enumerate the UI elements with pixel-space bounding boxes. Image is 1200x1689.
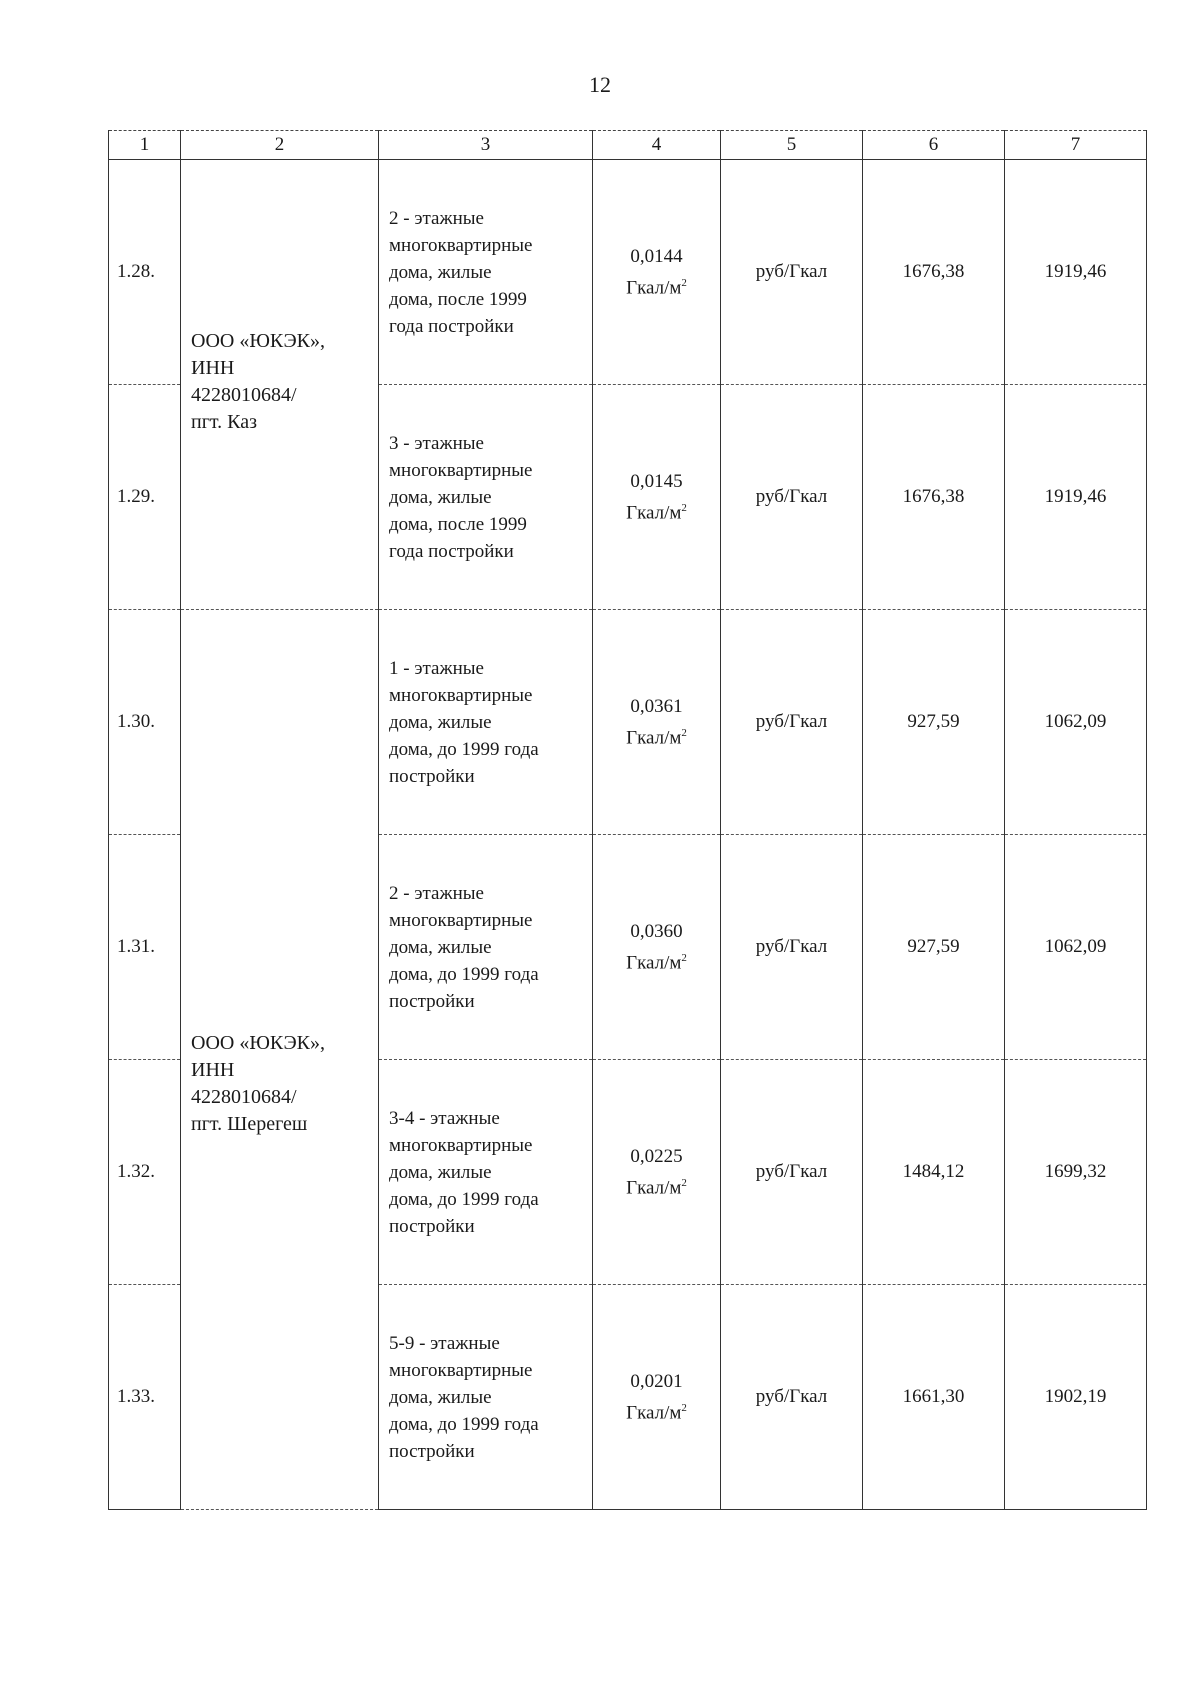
description-line: дома, до 1999 года xyxy=(389,738,539,760)
price-vat-cell: 1902,19 xyxy=(1005,1285,1147,1510)
description-line: дома, жилые xyxy=(389,486,492,508)
description-line: многоквартирные xyxy=(389,684,533,706)
description-line: дома, до 1999 года xyxy=(389,963,539,985)
norm-unit-exponent: 2 xyxy=(681,1401,687,1414)
description-line: постройки xyxy=(389,990,475,1012)
header-cell: 3 xyxy=(379,131,593,160)
price-vat-cell: 1919,46 xyxy=(1005,385,1147,610)
row-number-cell: 1.30. xyxy=(109,610,181,835)
norm-value: 0,0361 xyxy=(630,695,683,717)
norm-unit-line xyxy=(593,945,720,976)
description-line: 5-9 - этажные xyxy=(389,1332,500,1354)
price-no-vat-cell: 927,59 xyxy=(863,610,1005,835)
norm-value: 0,0201 xyxy=(630,1370,683,1392)
norm-value: 0,0360 xyxy=(630,920,683,942)
description-line: дома, до 1999 года xyxy=(389,1413,539,1435)
description-line: 2 - этажные xyxy=(389,207,484,229)
norm-unit: Гкал/м xyxy=(626,1402,682,1424)
description-line: постройки xyxy=(389,1440,475,1462)
price-vat-cell: 1699,32 xyxy=(1005,1060,1147,1285)
description-line: многоквартирные xyxy=(389,1134,533,1156)
description-line: 3 - этажные xyxy=(389,432,484,454)
unit-cell: руб/Гкал xyxy=(721,1285,863,1510)
header-row xyxy=(109,131,1147,160)
description-line: многоквартирные xyxy=(389,234,533,256)
norm-unit-line xyxy=(593,270,720,301)
price-no-vat-cell: 1661,30 xyxy=(863,1285,1005,1510)
organization-place: пгт. Каз xyxy=(191,411,257,433)
norm-unit: Гкал/м xyxy=(626,277,682,299)
norm-unit-exponent: 2 xyxy=(681,276,687,289)
norm-unit-exponent: 2 xyxy=(681,726,687,739)
row-number-cell: 1.33. xyxy=(109,1285,181,1510)
norm-unit-line xyxy=(593,495,720,526)
price-no-vat-cell: 1676,38 xyxy=(863,160,1005,385)
organization-inn: 4228010684/ xyxy=(191,1086,297,1108)
price-no-vat-cell: 1484,12 xyxy=(863,1060,1005,1285)
organization-inn: 4228010684/ xyxy=(191,384,297,406)
description-cell xyxy=(379,610,593,835)
price-vat-cell: 1062,09 xyxy=(1005,610,1147,835)
row-number-cell: 1.32. xyxy=(109,1060,181,1285)
norm-unit: Гкал/м xyxy=(626,1177,682,1199)
norm-unit-line xyxy=(593,1395,720,1426)
row-number-cell: 1.31. xyxy=(109,835,181,1060)
description-line: дома, после 1999 xyxy=(389,288,527,310)
description-line: 2 - этажные xyxy=(389,882,484,904)
unit-cell: руб/Гкал xyxy=(721,835,863,1060)
norm-cell xyxy=(593,385,721,610)
description-cell xyxy=(379,160,593,385)
price-vat-cell: 1062,09 xyxy=(1005,835,1147,1060)
description-line: многоквартирные xyxy=(389,459,533,481)
page-number: 12 xyxy=(589,72,611,97)
norm-cell xyxy=(593,1285,721,1510)
organization-name: ООО «ЮКЭК», xyxy=(191,1032,326,1054)
norm-cell xyxy=(593,160,721,385)
norm-unit-exponent: 2 xyxy=(681,951,687,964)
header-cell: 7 xyxy=(1005,131,1147,160)
price-no-vat-cell: 927,59 xyxy=(863,835,1005,1060)
norm-unit-exponent: 2 xyxy=(681,1176,687,1189)
organization-inn-label: ИНН xyxy=(191,1059,235,1081)
norm-cell xyxy=(593,1060,721,1285)
organization-inn-label: ИНН xyxy=(191,357,235,379)
norm-unit: Гкал/м xyxy=(626,952,682,974)
norm-unit-line xyxy=(593,1170,720,1201)
header-cell: 5 xyxy=(721,131,863,160)
table-row xyxy=(109,610,1147,835)
header-cell: 4 xyxy=(593,131,721,160)
header-cell: 1 xyxy=(109,131,181,160)
description-line: дома, жилые xyxy=(389,711,492,733)
norm-value: 0,0144 xyxy=(630,245,683,267)
norm-unit: Гкал/м xyxy=(626,727,682,749)
description-line: дома, после 1999 xyxy=(389,513,527,535)
description-line: дома, жилые xyxy=(389,936,492,958)
unit-cell: руб/Гкал xyxy=(721,1060,863,1285)
norm-cell xyxy=(593,610,721,835)
norm-value: 0,0225 xyxy=(630,1145,683,1167)
description-line: постройки xyxy=(389,1215,475,1237)
organization-cell xyxy=(181,610,379,1510)
description-line: года постройки xyxy=(389,540,514,562)
tariff-table xyxy=(108,130,1147,1510)
description-line: дома, жилые xyxy=(389,1386,492,1408)
header-cell: 6 xyxy=(863,131,1005,160)
organization-cell xyxy=(181,160,379,610)
norm-cell xyxy=(593,835,721,1060)
description-cell xyxy=(379,1285,593,1510)
norm-unit-exponent: 2 xyxy=(681,501,687,514)
unit-cell: руб/Гкал xyxy=(721,610,863,835)
description-line: постройки xyxy=(389,765,475,787)
description-cell xyxy=(379,835,593,1060)
description-cell xyxy=(379,385,593,610)
row-number-cell: 1.29. xyxy=(109,385,181,610)
header-cell: 2 xyxy=(181,131,379,160)
description-line: 3-4 - этажные xyxy=(389,1107,500,1129)
unit-cell: руб/Гкал xyxy=(721,160,863,385)
description-cell xyxy=(379,1060,593,1285)
norm-unit: Гкал/м xyxy=(626,502,682,524)
description-line: многоквартирные xyxy=(389,909,533,931)
price-vat-cell: 1919,46 xyxy=(1005,160,1147,385)
description-line: 1 - этажные xyxy=(389,657,484,679)
description-line: дома, жилые xyxy=(389,1161,492,1183)
description-line: года постройки xyxy=(389,315,514,337)
description-line: дома, до 1999 года xyxy=(389,1188,539,1210)
norm-unit-line xyxy=(593,720,720,751)
norm-value: 0,0145 xyxy=(630,470,683,492)
description-line: дома, жилые xyxy=(389,261,492,283)
description-line: многоквартирные xyxy=(389,1359,533,1381)
row-number-cell: 1.28. xyxy=(109,160,181,385)
organization-place: пгт. Шерегеш xyxy=(191,1113,308,1135)
price-no-vat-cell: 1676,38 xyxy=(863,385,1005,610)
table-row xyxy=(109,160,1147,385)
unit-cell: руб/Гкал xyxy=(721,385,863,610)
organization-name: ООО «ЮКЭК», xyxy=(191,330,326,352)
